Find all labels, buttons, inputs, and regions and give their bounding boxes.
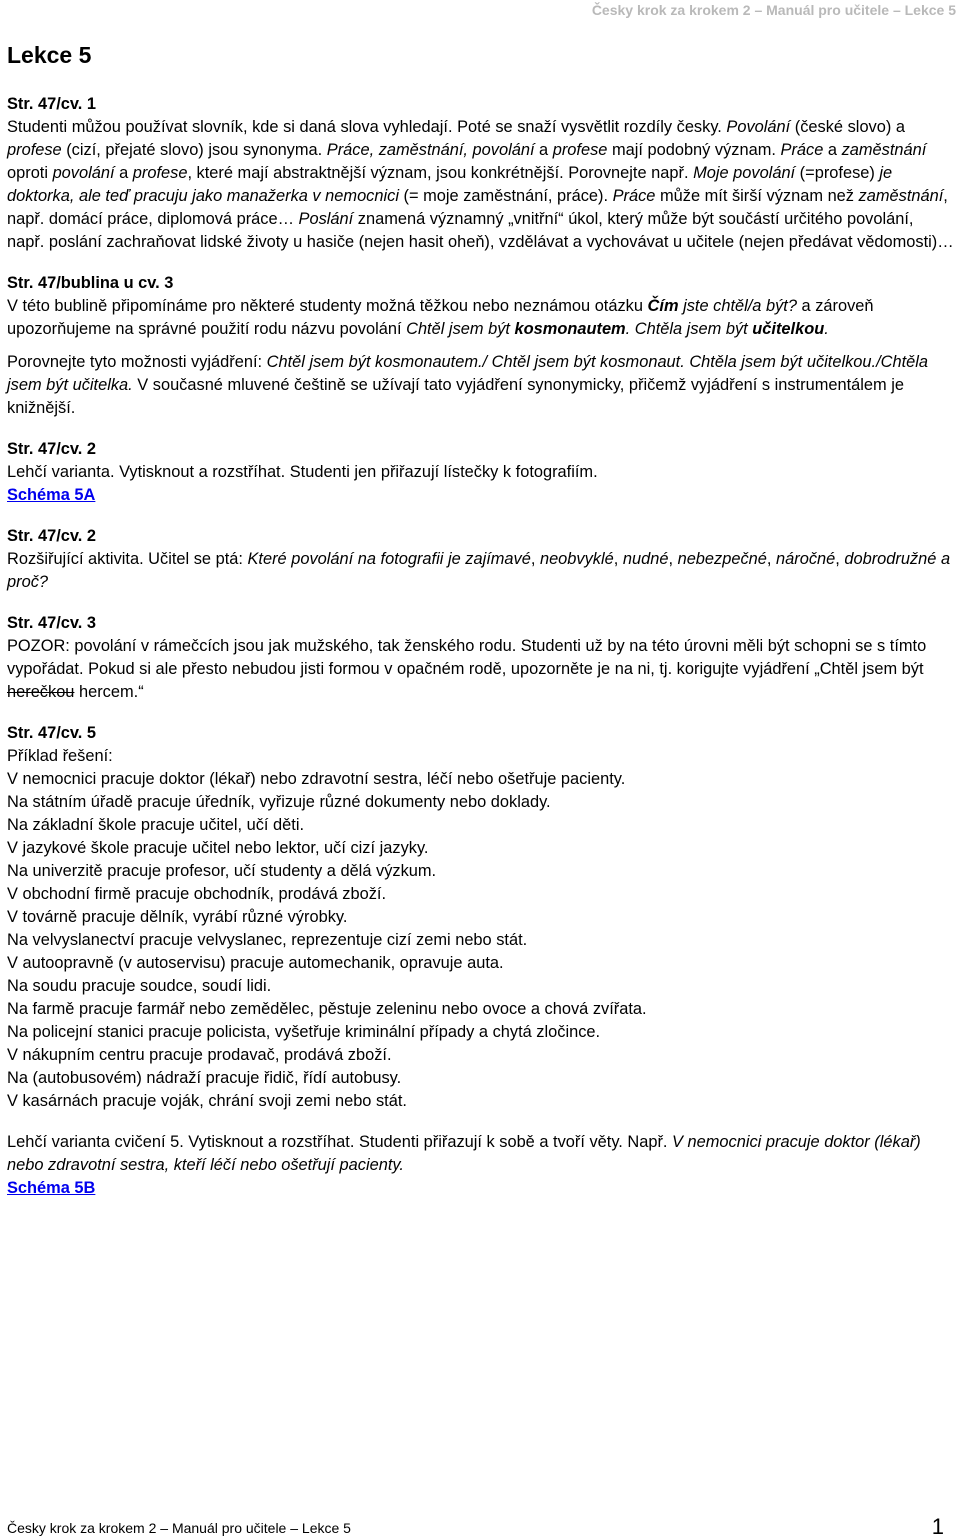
lesson-title: Lekce 5 bbox=[7, 42, 92, 68]
list-item: Na (autobusovém) nádraží pracuje řidič, řídí autobusy. bbox=[7, 1069, 402, 1087]
list-item: V nákupním centru pracuje prodavač, prodává zboží. bbox=[7, 1046, 392, 1064]
list-item: Na velvyslanectví pracuje velvyslanec, reprezentuje cizí zemi nebo stát. bbox=[7, 931, 528, 949]
running-header: Česky krok za krokem 2 – Manuál pro učitele – Lekce 5 bbox=[591, 2, 956, 18]
schema-5a-link[interactable]: Schéma 5A bbox=[7, 486, 96, 504]
list-item: V autoopravně (v autoservisu) pracuje automechanik, opravuje auta. bbox=[7, 954, 504, 972]
paragraph: Studenti můžou používat slovník, kde si daná slova vyhledají. Poté se snaží vysvětlit rozdíly česky. Povolání (české slovo) a profese (cizí, přejaté slovo) jsou synonyma. Práce, zaměstnání, povolání a profese mají podobný význam. Práce a zaměstnání oproti povolání a profese, které mají abstraktnější význam, jsou konkrétnější. Porovnejte např. Moje povolání (=profese) je doktorka, ale teď pracuju jako manažerka v nemocnici (= moje zaměstnání, práce). Práce může mít širší význam než zaměstnání, např. domácí práce, diplomová práce… Poslání znamená významný „vnitřní“ úkol, který může být součástí určitého povolání, např. poslání zachraňovat lidské životy u hasiče (nejen hasit oheň), vzdělávat a vychovávat u učitele (nejen předávat vědomosti)… bbox=[7, 118, 954, 251]
paragraph: Příklad řešení: bbox=[7, 747, 113, 765]
section-heading: Str. 47/bublina u cv. 3 bbox=[7, 274, 174, 292]
paragraph: Rozšiřující aktivita. Učitel se ptá: Které povolání na fotografii je zajímavé, neobvyklé, nudné, nebezpečné, náročné, dobrodružné a proč? bbox=[7, 550, 951, 591]
list-item: Na farmě pracuje farmář nebo zemědělec, pěstuje zeleninu nebo ovoce a chová zvířata. bbox=[7, 1000, 647, 1018]
section-heading: Str. 47/cv. 1 bbox=[7, 95, 96, 113]
paragraph: Lehčí varianta. Vytisknout a rozstříhat. Studenti jen přiřazují lístečky k fotografiím. bbox=[7, 463, 598, 481]
list-item: Na základní škole pracuje učitel, učí děti. bbox=[7, 816, 305, 834]
paragraph: POZOR: povolání v rámečcích jsou jak mužského, tak ženského rodu. Studenti už by na této úrovni měli být schopni se s tímto vypořádat. Pokud si ale přesto nebudou jisti formou v opačném rodě, upozorněte je na ni, tj. korigujte vyjádření „Chtěl jsem být herečkou hercem.“ bbox=[7, 637, 927, 701]
paragraph: Porovnejte tyto možnosti vyjádření: Chtěl jsem být kosmonautem./ Chtěl jsem být kosmonaut. Chtěla jsem být učitelkou./Chtěla jsem být učitelka. V současné mluvené češtině se užívají tato vyjádření synonymicky, přičemž vyjádření s instrumentálem je knižnější. bbox=[7, 353, 929, 417]
paragraph: Lehčí varianta cvičení 5. Vytisknout a rozstříhat. Studenti přiřazují k sobě a tvoří věty. Např. V nemocnici pracuje doktor (lékař) nebo zdravotní sestra, kteří léčí nebo ošetřují pacienty. bbox=[7, 1133, 921, 1174]
list-item: V obchodní firmě pracuje obchodník, prodává zboží. bbox=[7, 885, 387, 903]
list-item: V nemocnici pracuje doktor (lékař) nebo zdravotní sestra, léčí nebo ošetřuje pacienty. bbox=[7, 770, 626, 788]
list-item: V továrně pracuje dělník, vyrábí různé výrobky. bbox=[7, 908, 348, 926]
schema-5b-link[interactable]: Schéma 5B bbox=[7, 1179, 96, 1197]
paragraph: V této bublině připomínáme pro některé studenty možná těžkou nebo neznámou otázku Čím jste chtěl/a být? a zároveň upozorňujeme na správné použití rodu názvu povolání Chtěl jsem být kosmonautem. Chtěla jsem být učitelkou. bbox=[7, 297, 874, 338]
list-item: Na soudu pracuje soudce, soudí lidi. bbox=[7, 977, 272, 995]
section-heading: Str. 47/cv. 2 bbox=[7, 440, 96, 458]
list-item: V jazykové škole pracuje učitel nebo lektor, učí cizí jazyky. bbox=[7, 839, 429, 857]
section-heading: Str. 47/cv. 3 bbox=[7, 614, 96, 632]
footer-text: Česky krok za krokem 2 – Manuál pro učitele – Lekce 5 bbox=[7, 1520, 351, 1536]
list-item: Na státním úřadě pracuje úředník, vyřizuje různé dokumenty nebo doklady. bbox=[7, 793, 551, 811]
page-number: 1 bbox=[931, 1514, 944, 1539]
list-item: Na univerzitě pracuje profesor, učí studenty a dělá výzkum. bbox=[7, 862, 437, 880]
section-heading: Str. 47/cv. 2 bbox=[7, 527, 96, 545]
list-item: V kasárnách pracuje voják, chrání svoji zemi nebo stát. bbox=[7, 1092, 407, 1110]
section-heading: Str. 47/cv. 5 bbox=[7, 724, 96, 742]
list-item: Na policejní stanici pracuje policista, vyšetřuje kriminální případy a chytá zločince. bbox=[7, 1023, 601, 1041]
main-content bbox=[7, 93, 955, 1200]
